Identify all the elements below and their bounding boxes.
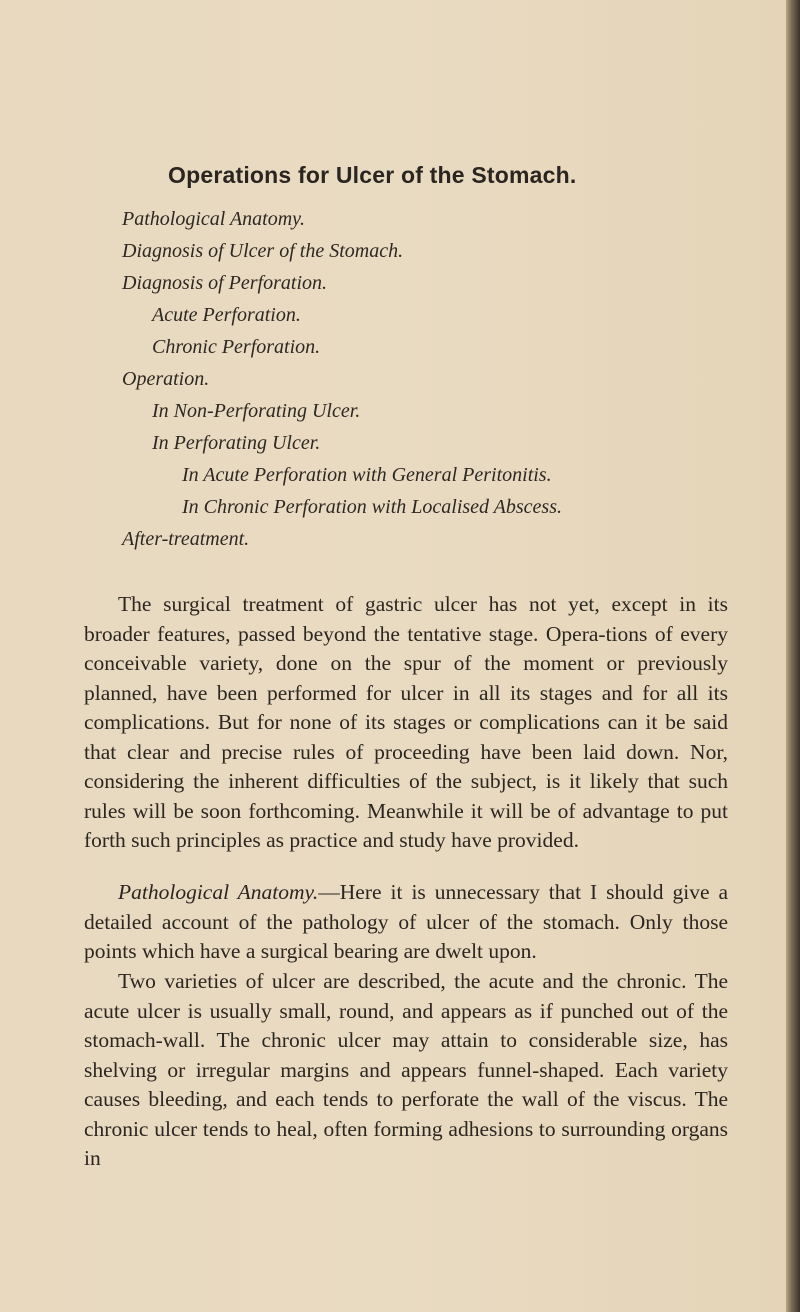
contents-item: Operation. — [122, 368, 210, 390]
page-edge — [786, 0, 800, 1312]
intro-paragraph: The surgical treatment of gastric ulcer has not yet, except in its broader features, passed beyond the tentative stage. Opera-tions of every conceivable variety, done on the spur of the moment or previously planned, have been performed for ulcer in all its stages and for all its complications. But for none of its stages or complications can it be said that clear and precise rules of proceeding have been laid down. Nor, considering the inherent difficulties of the subject, is it likely that such rules will be soon forthcoming. Meanwhile it will be of advantage to put forth such principles as practice and study have provided. — [84, 592, 728, 852]
contents-item: In Perforating Ulcer. — [152, 432, 321, 454]
contents-item: Pathological Anatomy. — [122, 208, 305, 230]
contents-item: In Acute Perforation with General Peritonitis. — [182, 464, 552, 486]
contents-item: Diagnosis of Perforation. — [122, 272, 328, 294]
anatomy-text: —Here it is unnecessary that I should give a detailed account of the pathology of ulcer of the stomach. Only those points which have a surgical bearing are dwelt upon. — [84, 880, 729, 963]
contents-item: Chronic Perforation. — [152, 336, 321, 358]
anatomy-paragraph — [84, 878, 728, 967]
chapter-title: Operations for Ulcer of the Stomach. — [168, 162, 577, 188]
contents-item: Acute Perforation. — [152, 304, 301, 326]
contents-item: In Non-Perforating Ulcer. — [152, 400, 361, 422]
varieties-paragraph: Two varieties of ulcer are described, the acute and the chronic. The acute ulcer is usually small, round, and appears as if punched out of the stomach-wall. The chronic ulcer may attain to considerable size, has shelving or irregular margins and appears funnel-shaped. Each variety causes bleeding, and each tends to perforate the wall of the viscus. The chronic ulcer tends to heal, often forming adhesions to surrounding organs in — [84, 969, 728, 1170]
contents-item: Diagnosis of Ulcer of the Stomach. — [122, 240, 404, 262]
contents-item: After-treatment. — [122, 528, 250, 550]
contents-item: In Chronic Perforation with Localised Abscess. — [182, 496, 562, 518]
section-heading: Pathological Anatomy. — [118, 880, 319, 904]
